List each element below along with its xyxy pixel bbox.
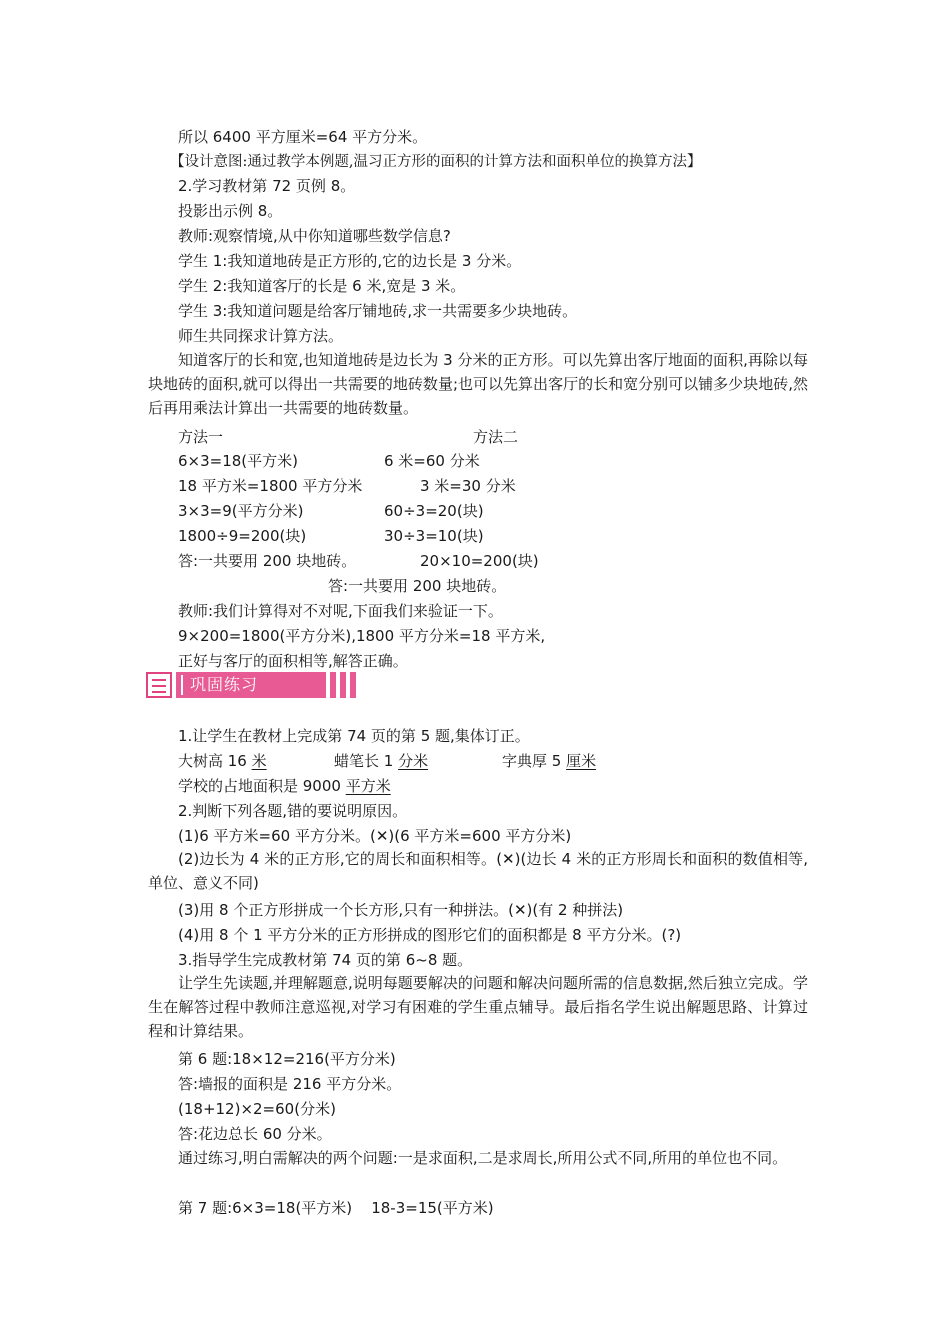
step-heading: 2.学习教材第 72 页例 8。	[178, 177, 356, 195]
guidance-paragraph: 让学生先读题,并理解题意,说明每题要解决的问题和解决问题所需的信息数据,然后独立完成。学生在解答过程中教师注意巡视,对学习有困难的学生重点辅导。最后指名学生说出解题思路、计算过程和计算结果。	[148, 974, 808, 1040]
verify-line: 正好与客厅的面积相等,解答正确。	[178, 652, 408, 670]
verify-line: 9×200=1800(平方分米),1800 平方分米=18 平方米,	[178, 627, 546, 645]
fill-answer: 厘米	[566, 752, 597, 770]
summary-paragraph: 通过练习,明白需解决的两个问题:一是求面积,二是求周长,所用公式不同,所用的单位也不同。	[178, 1149, 788, 1167]
method-one-step: 1800÷9=200(块)	[178, 527, 307, 545]
exercise-heading: 2.判断下列各题,错的要说明原因。	[178, 802, 408, 820]
method-two-step: 3 米=30 分米	[420, 477, 516, 495]
method-two-answer: 答:一共要用 200 块地砖。	[328, 577, 507, 595]
exercise-heading: 3.指导学生完成教材第 74 页的第 6~8 题。	[178, 951, 473, 969]
exercise-heading: 1.让学生在教材上完成第 74 页的第 5 题,集体订正。	[178, 727, 530, 745]
teacher-line: 教师:观察情境,从中你知道哪些数学信息?	[178, 227, 451, 245]
explanation-paragraph: 知道客厅的长和宽,也知道地砖是边长为 3 分米的正方形。可以先算出客厅地面的面积,再除以每块地砖的面积,就可以得出一共需要的地砖数量;也可以先算出客厅的长和宽分别可以铺多少块地砖,然后再用乘法计算出一共需要的地砖数量。	[148, 351, 808, 417]
method-two-title: 方法二	[473, 428, 519, 446]
section-three-icon	[146, 672, 172, 698]
solution-line: 答:墙报的面积是 216 平方分米。	[178, 1075, 402, 1093]
student-line: 学生 2:我知道客厅的长是 6 米,宽是 3 米。	[178, 277, 466, 295]
method-one-step: 18 平方米=1800 平方分米	[178, 477, 363, 495]
student-line: 学生 3:我知道问题是给客厅铺地砖,求一共需要多少块地砖。	[178, 302, 578, 320]
fill-item: 学校的占地面积是 9000 平方米	[178, 777, 391, 795]
method-one-title: 方法一	[178, 428, 224, 446]
method-two-step: 6 米=60 分米	[384, 452, 480, 470]
text-line: 投影出示例 8。	[178, 202, 283, 220]
fill-item: 大树高 16 米	[178, 752, 267, 770]
solution-line: (18+12)×2=60(分米)	[178, 1100, 336, 1118]
fill-answer: 米	[251, 752, 267, 770]
method-one-step: 6×3=18(平方米)	[178, 452, 299, 470]
solution-line: 答:花边总长 60 分米。	[178, 1125, 332, 1143]
method-two-step: 20×10=200(块)	[420, 552, 539, 570]
design-intent-note: 【设计意图:通过教学本例题,温习正方形的面积的计算方法和面积单位的换算方法】	[170, 154, 702, 170]
solution-line: 第 6 题:18×12=216(平方分米)	[178, 1050, 396, 1068]
section-banner	[146, 672, 362, 698]
student-line: 学生 1:我知道地砖是正方形的,它的边长是 3 分米。	[178, 252, 522, 270]
text-line: 师生共同探求计算方法。	[178, 327, 344, 345]
fill-answer: 分米	[398, 752, 429, 770]
solution-line: 第 7 题:6×3=18(平方米) 18-3=15(平方米)	[178, 1199, 494, 1217]
method-two-step: 30÷3=10(块)	[384, 527, 484, 545]
section-title: 巩固练习	[190, 675, 259, 694]
method-two-step: 60÷3=20(块)	[384, 502, 484, 520]
judge-item: (3)用 8 个正方形拼成一个长方形,只有一种拼法。(✕)(有 2 种拼法)	[178, 901, 624, 919]
method-one-step: 3×3=9(平方分米)	[178, 502, 304, 520]
fill-item: 字典厚 5 厘米	[502, 752, 597, 770]
fill-answer: 平方米	[345, 777, 391, 795]
judge-item: (2)边长为 4 米的正方形,它的周长和面积相等。(✕)(边长 4 米的正方形周长和面积的数值相等,单位、意义不同)	[148, 850, 808, 892]
fill-item: 蜡笔长 1 分米	[334, 752, 429, 770]
text-line: 所以 6400 平方厘米=64 平方分米。	[178, 128, 428, 146]
teacher-line: 教师:我们计算得对不对呢,下面我们来验证一下。	[178, 602, 503, 620]
judge-item: (4)用 8 个 1 平方分米的正方形拼成的图形它们的面积都是 8 平方分米。(?)	[178, 926, 682, 944]
judge-item: (1)6 平方米=60 平方分米。(✕)(6 平方米=600 平方分米)	[178, 827, 572, 845]
method-one-answer: 答:一共要用 200 块地砖。	[178, 552, 357, 570]
